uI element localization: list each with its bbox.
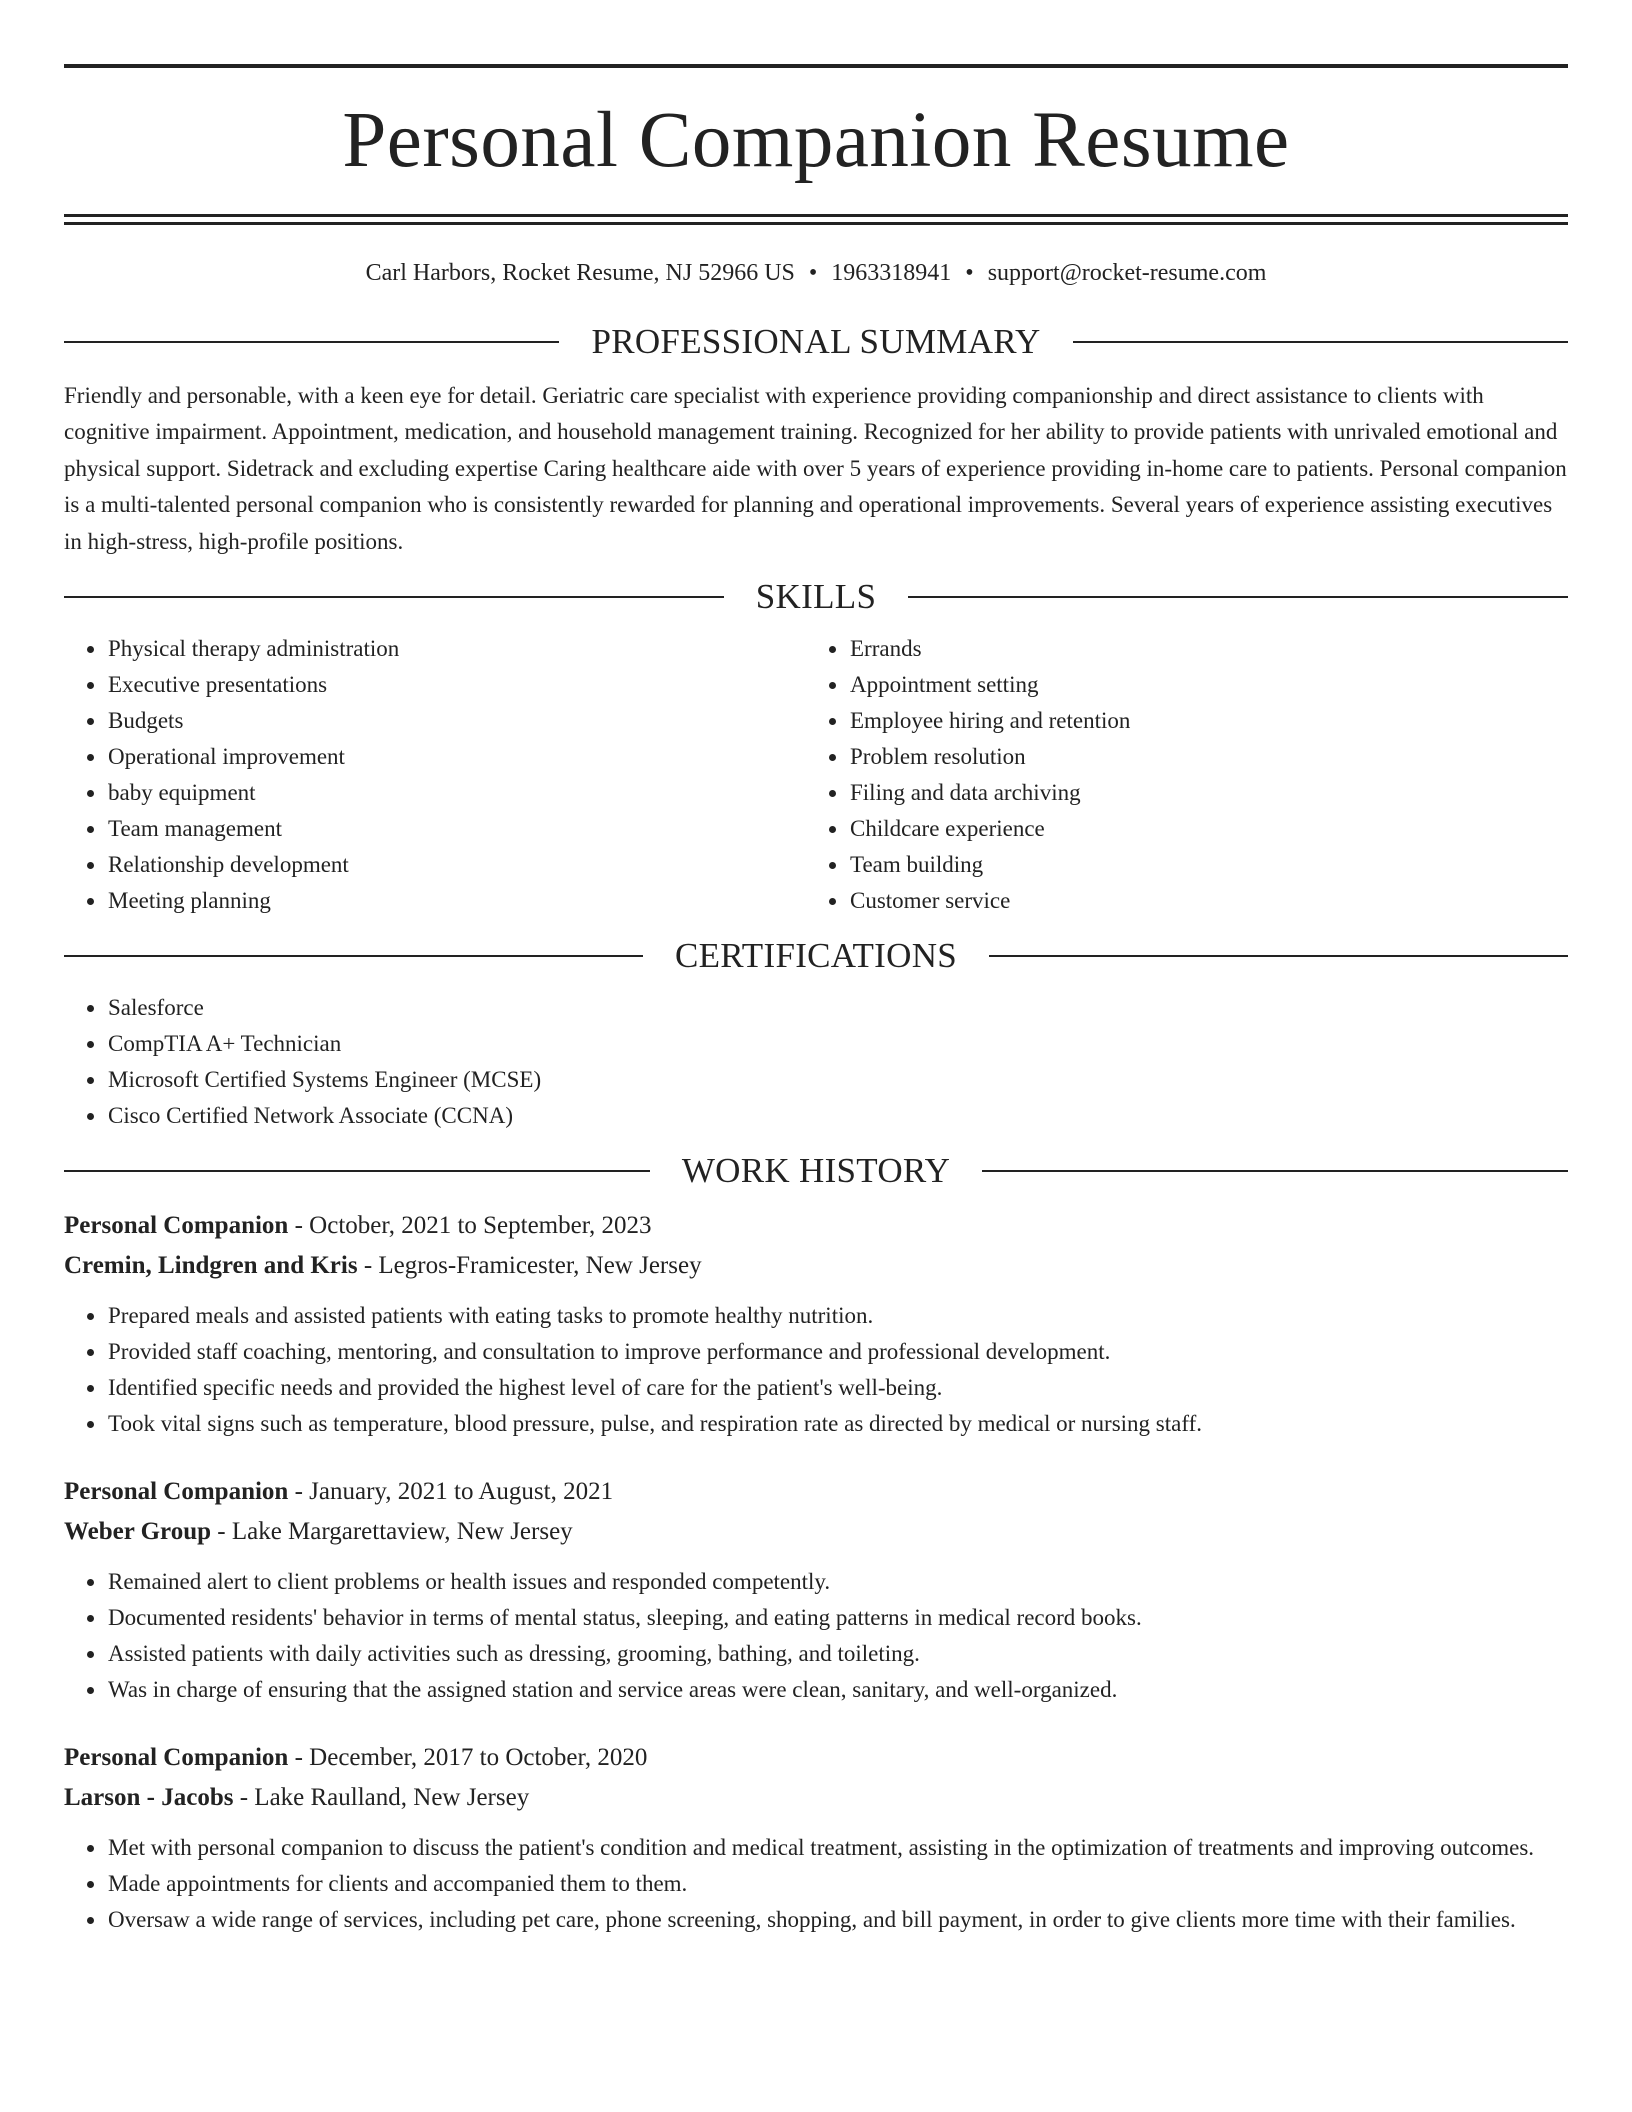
- certification-item: • CompTIA A+ Technician: [107, 1026, 1568, 1062]
- contact-line: [64, 259, 1568, 288]
- contact-email[interactable]: support@rocket-resume.com: [987, 260, 1267, 286]
- contact-phone: 1963318941: [831, 260, 952, 286]
- skills-list-left: [64, 631, 806, 919]
- job-company: Weber Group: [64, 1518, 212, 1546]
- work-history-heading-label: WORK HISTORY: [681, 1151, 951, 1191]
- job-title: Personal Companion: [64, 1478, 289, 1506]
- title-double-rule: [64, 214, 1568, 225]
- job-company: Cremin, Lindgren and Kris: [64, 1252, 358, 1280]
- job-dash: -: [288, 1744, 310, 1772]
- skills-column-right: [806, 631, 1548, 919]
- skill-item: • Meeting planning: [107, 883, 806, 919]
- job-title-line: [64, 1738, 1568, 1778]
- heading-rule: [1073, 341, 1568, 343]
- skill-item: • Filing and data archiving: [849, 775, 1548, 811]
- page-title: Personal Companion Resume: [342, 97, 1290, 184]
- job-duty-item: • Oversaw a wide range of services, including pet care, phone screening, shopping, and bill payment, in order to give clients more time with their families.: [107, 1902, 1568, 1938]
- top-rule: [64, 64, 1568, 68]
- job-duty-item: • Prepared meals and assisted patients with eating tasks to promote healthy nutrition.: [107, 1298, 1568, 1334]
- certification-item: • Salesforce: [107, 990, 1568, 1026]
- job-duty-item: • Identified specific needs and provided the highest level of care for the patient's well-being.: [107, 1370, 1568, 1406]
- job-dash: -: [357, 1252, 379, 1280]
- summary-heading-label: PROFESSIONAL SUMMARY: [591, 321, 1041, 361]
- skills-grid: [64, 631, 1568, 919]
- job-duty-item: • Provided staff coaching, mentoring, and consultation to improve performance and professional development.: [107, 1334, 1568, 1370]
- job-dash: -: [288, 1478, 310, 1506]
- job-company: Larson - Jacobs: [64, 1784, 234, 1812]
- skills-column-left: [64, 631, 806, 919]
- skills-heading: [64, 577, 1568, 617]
- certifications-heading: [64, 936, 1568, 976]
- job-title: Personal Companion: [64, 1744, 289, 1772]
- job-company-line: [64, 1778, 1568, 1818]
- job-duty-item: • Documented residents' behavior in terms of mental status, sleeping, and eating patterns in medical record books.: [107, 1600, 1568, 1636]
- job-dash: -: [211, 1518, 232, 1546]
- job-location: Lake Raulland, New Jersey: [254, 1784, 530, 1812]
- skill-item: • Employee hiring and retention: [849, 703, 1548, 739]
- job-entry: [64, 1206, 1568, 1442]
- job-duty-item: • Remained alert to client problems or health issues and responded competently.: [107, 1564, 1568, 1600]
- job-duties-list: [64, 1298, 1568, 1442]
- heading-rule: [989, 955, 1568, 957]
- job-location: Lake Margarettaview, New Jersey: [231, 1518, 573, 1546]
- certification-item: • Microsoft Certified Systems Engineer (MCSE): [107, 1062, 1568, 1098]
- job-dates: January, 2021 to August, 2021: [309, 1478, 614, 1506]
- heading-rule: [64, 341, 559, 343]
- job-title-line: [64, 1472, 1568, 1512]
- job-duty-item: • Met with personal companion to discuss the patient's condition and medical treatment, assisting in the optimization of treatments and improving outcomes.: [107, 1830, 1568, 1866]
- skill-item: • Physical therapy administration: [107, 631, 806, 667]
- skill-item: • Problem resolution: [849, 739, 1548, 775]
- work-history-heading: [64, 1151, 1568, 1191]
- skill-item: • Team building: [849, 847, 1548, 883]
- certifications-heading-label: CERTIFICATIONS: [674, 936, 958, 976]
- heading-rule: [64, 596, 724, 598]
- job-location: Legros-Framicester, New Jersey: [378, 1252, 702, 1280]
- summary-heading: [64, 322, 1568, 362]
- job-duty-item: • Assisted patients with daily activities such as dressing, grooming, bathing, and toileting.: [107, 1636, 1568, 1672]
- certification-item: • Cisco Certified Network Associate (CCNA): [107, 1098, 1568, 1134]
- job-duties-list: [64, 1830, 1568, 1938]
- skill-item: • Relationship development: [107, 847, 806, 883]
- job-company-line: [64, 1512, 1568, 1552]
- job-duty-item: • Took vital signs such as temperature, blood pressure, pulse, and respiration rate as directed by medical or nursing staff.: [107, 1406, 1568, 1442]
- job-dash: -: [288, 1212, 310, 1240]
- skill-item: • Team management: [107, 811, 806, 847]
- summary-text: Friendly and personable, with a keen eye for detail. Geriatric care specialist with experience providing companionship and direct assistance to clients with cognitive impairment. Appointment, medication, and household management training. Recognized for her ability to provide patients with unrivaled emotional and physical support. Sidetrack and excluding expertise Caring healthcare aide with over 5 years of experience providing in-home care to patients. Personal companion is a multi-talented personal companion who is consistently rewarded for planning and operational improvements. Several years of experience assisting executives in high-stress, high-profile positions.: [64, 382, 1567, 554]
- heading-rule: [64, 1170, 650, 1172]
- skill-item: • Errands: [849, 631, 1548, 667]
- contact-address: Carl Harbors, Rocket Resume, NJ 52966 US: [365, 260, 795, 286]
- job-dash: -: [233, 1784, 255, 1812]
- skill-item: • Customer service: [849, 883, 1548, 919]
- job-title-line: [64, 1206, 1568, 1246]
- job-title: Personal Companion: [64, 1212, 289, 1240]
- skill-item: • baby equipment: [107, 775, 806, 811]
- skill-item: • Executive presentations: [107, 667, 806, 703]
- job-dates: December, 2017 to October, 2020: [309, 1744, 648, 1772]
- contact-separator: •: [808, 260, 818, 286]
- heading-rule: [64, 955, 643, 957]
- contact-separator: •: [965, 260, 974, 286]
- job-entry: [64, 1472, 1568, 1708]
- job-duty-item: • Was in charge of ensuring that the assigned station and service areas were clean, sanitary, and well-organized.: [107, 1672, 1568, 1708]
- job-duty-item: • Made appointments for clients and accompanied them to them.: [107, 1866, 1568, 1902]
- skill-item: • Operational improvement: [107, 739, 806, 775]
- skill-item: • Budgets: [107, 703, 806, 739]
- heading-rule: [982, 1170, 1568, 1172]
- job-dates: October, 2021 to September, 2023: [309, 1212, 652, 1240]
- skills-list-right: [806, 631, 1548, 919]
- job-company-line: [64, 1246, 1568, 1286]
- job-entry: [64, 1738, 1568, 1938]
- resume-content: [64, 64, 1568, 1938]
- skill-item: • Childcare experience: [849, 811, 1548, 847]
- skills-heading-label: SKILLS: [755, 577, 877, 617]
- heading-rule: [908, 596, 1568, 598]
- certifications-list: [64, 990, 1568, 1134]
- skill-item: • Appointment setting: [849, 667, 1548, 703]
- job-duties-list: [64, 1564, 1568, 1708]
